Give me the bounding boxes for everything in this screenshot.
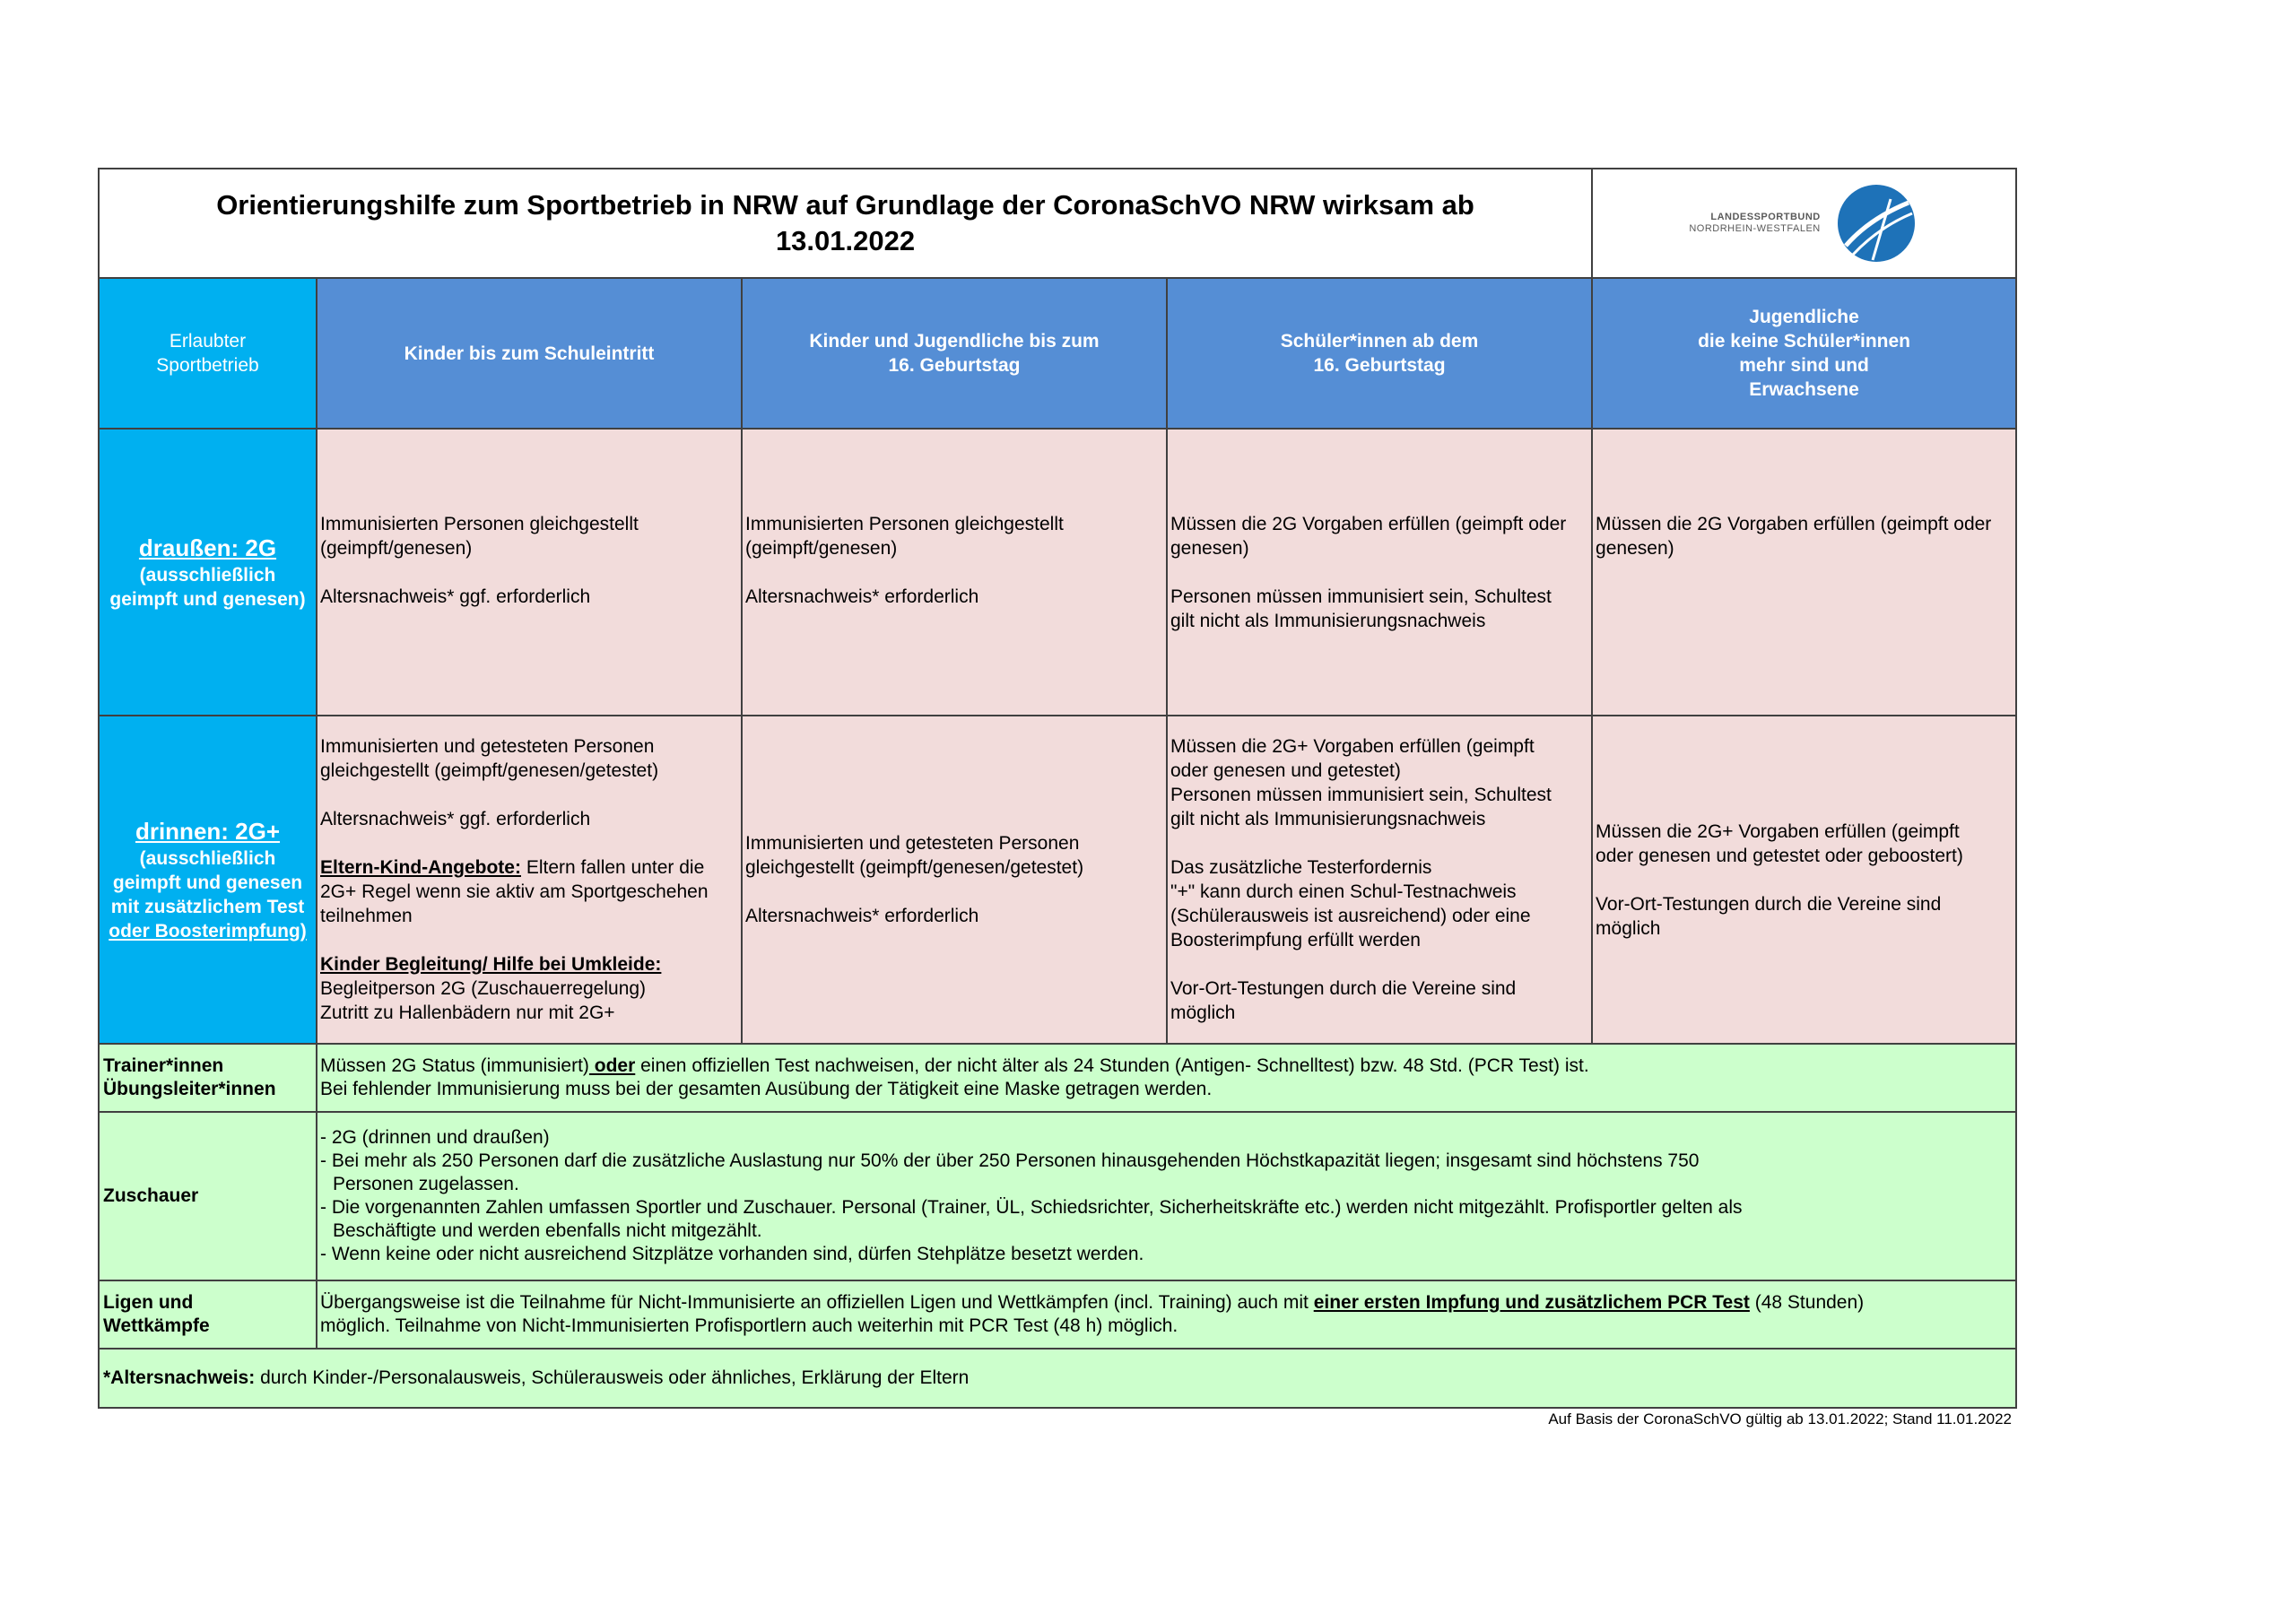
label-trainer-line2: Übungsleiter*innen bbox=[103, 1079, 276, 1099]
header-col4-line2: die keine Schüler*innen bbox=[1698, 331, 1910, 352]
text-line: genesen) bbox=[1596, 537, 1674, 559]
cell-drinnen-schueler bbox=[1167, 716, 1592, 1044]
text-line: Personen müssen immunisiert sein, Schultest bbox=[1170, 586, 1552, 607]
cell-draussen-schueler bbox=[1167, 429, 1592, 716]
text-line bbox=[320, 1055, 2013, 1078]
text-line: - Bei mehr als 250 Personen darf die zusätzliche Auslastung nur 50% der über 250 Personen hinausgehenden Höchstkapazität liegen; insgesamt sind höchstens 750 bbox=[320, 1150, 1700, 1171]
footnote-stand: Auf Basis der CoronaSchVO gültig ab 13.01.2022; Stand 11.01.2022 bbox=[1548, 1410, 2012, 1428]
regulation-table bbox=[98, 168, 2017, 1409]
text-line: (geimpft/genesen) bbox=[745, 537, 898, 559]
text-line: Zutritt zu Hallenbädern nur mit 2G+ bbox=[320, 1002, 615, 1023]
cell-altersnachweis-note bbox=[99, 1349, 2016, 1408]
header-erwachsene bbox=[1592, 278, 2016, 429]
label-draussen-line2: (ausschließlich bbox=[139, 565, 276, 586]
label-ligen-line1: Ligen und bbox=[103, 1292, 194, 1313]
header-col2-line2: 16. Geburtstag bbox=[888, 355, 1021, 376]
text-line: gilt nicht als Immunisierungsnachweis bbox=[1170, 610, 1486, 631]
cell-trainer-rules bbox=[317, 1044, 2016, 1112]
text-span: Eltern fallen unter die bbox=[520, 857, 705, 878]
text-line: gleichgestellt (geimpft/genesen/getestet) bbox=[745, 857, 1084, 878]
row-ligen bbox=[99, 1280, 2016, 1349]
header-col0-line1: Erlaubter bbox=[169, 331, 247, 352]
text-span: einen offiziellen Test nachweisen, der nicht älter als 24 Stunden (Antigen- Schnelltest) bzw. 48 Std. (PCR Test) ist. bbox=[635, 1055, 1589, 1076]
row-trainer bbox=[99, 1044, 2016, 1112]
text-line: möglich bbox=[1170, 1002, 1236, 1023]
text-line bbox=[320, 855, 738, 880]
header-erlaubter-sportbetrieb bbox=[99, 278, 317, 429]
text-line: Immunisierten und getesteten Personen bbox=[745, 833, 1080, 854]
logo-text-line-1: LANDESSPORTBUND bbox=[1710, 212, 1821, 222]
row-altersnachweis bbox=[99, 1349, 2016, 1408]
cell-drinnen-erwachsene bbox=[1592, 716, 2016, 1044]
text-line: (Schülerausweis ist ausreichend) oder eine bbox=[1170, 906, 1531, 926]
text-line: gilt nicht als Immunisierungsnachweis bbox=[1170, 809, 1486, 829]
text-line: Immunisierten Personen gleichgestellt bbox=[320, 513, 639, 534]
label-drinnen-2g-plus bbox=[99, 716, 317, 1044]
text-line: - Die vorgenannten Zahlen umfassen Sportler und Zuschauer. Personal (Trainer, ÜL, Schiedsrichter, Sicherheitskräfte etc.) werden nicht mitgezählt. Profisportler gelten als bbox=[320, 1197, 1743, 1218]
label-drinnen-line2: (ausschließlich bbox=[139, 848, 276, 869]
text-span: (48 Stunden) bbox=[1749, 1292, 1865, 1313]
logo-text bbox=[1689, 212, 1820, 235]
label-trainer-line1: Trainer*innen bbox=[103, 1055, 224, 1076]
text-line: teilnehmen bbox=[320, 906, 413, 926]
header-col4-line3: mehr sind und bbox=[1739, 355, 1869, 376]
header-kinder-jugendliche bbox=[742, 278, 1167, 429]
text-line: "+" kann durch einen Schul-Testnachweis bbox=[1170, 881, 1517, 902]
text-line: Personen zugelassen. bbox=[333, 1174, 519, 1194]
label-draussen-line3: geimpft und genesen) bbox=[109, 589, 306, 610]
text-line: Boosterimpfung erfüllt werden bbox=[1170, 930, 1421, 950]
text-line: Müssen die 2G Vorgaben erfüllen (geimpft oder bbox=[1596, 513, 1992, 534]
altersnachweis-heading: *Altersnachweis: bbox=[103, 1367, 256, 1388]
text-line: Altersnachweis* ggf. erforderlich bbox=[320, 586, 591, 607]
text-line: Immunisierten Personen gleichgestellt bbox=[745, 513, 1064, 534]
text-line: oder genesen und getestet oder geboostert) bbox=[1596, 845, 1963, 866]
row-drinnen bbox=[99, 716, 2016, 1044]
text-line: Begleitperson 2G (Zuschauerregelung) bbox=[320, 978, 647, 999]
cell-draussen-kinder-jugendliche bbox=[742, 429, 1167, 716]
label-draussen-2g bbox=[99, 429, 317, 716]
header-col3-line1: Schüler*innen ab dem bbox=[1280, 331, 1479, 352]
text-line: möglich bbox=[1596, 917, 1661, 939]
label-ligen-line2: Wettkämpfe bbox=[103, 1315, 210, 1336]
text-line: genesen) bbox=[1170, 537, 1249, 559]
label-drinnen-line3: geimpft und genesen bbox=[112, 872, 303, 893]
logo-emblem-icon bbox=[1833, 183, 1919, 264]
title-line-1: Orientierungshilfe zum Sportbetrieb in NRW auf Grundlage der CoronaSchVO NRW wirksam ab bbox=[216, 189, 1474, 221]
header-schueler-ab-16 bbox=[1167, 278, 1592, 429]
text-line: - Wenn keine oder nicht ausreichend Sitzplätze vorhanden sind, dürfen Stehplätze besetzt werden. bbox=[320, 1244, 1144, 1264]
erste-impfung-emphasis: einer ersten Impfung und zusätzlichem PCR Test bbox=[1313, 1292, 1750, 1313]
header-col1-text: Kinder bis zum Schuleintritt bbox=[404, 343, 655, 364]
label-trainer bbox=[99, 1044, 317, 1112]
text-line: Beschäftigte und werden ebenfalls nicht mitgezählt. bbox=[333, 1220, 762, 1241]
text-line: Altersnachweis* erforderlich bbox=[745, 906, 979, 926]
cell-ligen-rules bbox=[317, 1280, 2016, 1349]
logo-cell bbox=[1592, 169, 2016, 278]
label-drinnen-line4: mit zusätzlichem Test bbox=[110, 897, 305, 917]
eltern-kind-heading: Eltern-Kind-Angebote: bbox=[320, 857, 521, 878]
label-ligen bbox=[99, 1280, 317, 1349]
text-line bbox=[320, 1291, 2013, 1315]
text-line: Das zusätzliche Testerfordernis bbox=[1170, 857, 1432, 878]
label-draussen-main: draußen: 2G bbox=[138, 534, 277, 561]
text-span: durch Kinder-/Personalausweis, Schülerausweis oder ähnliches, Erklärung der Eltern bbox=[255, 1367, 970, 1388]
text-line: (geimpft/genesen) bbox=[320, 537, 473, 559]
title-line-2: 13.01.2022 bbox=[775, 225, 916, 256]
text-line: Altersnachweis* ggf. erforderlich bbox=[320, 809, 591, 829]
row-zuschauer bbox=[99, 1112, 2016, 1280]
text-line: Müssen die 2G+ Vorgaben erfüllen (geimpft bbox=[1596, 820, 1960, 842]
header-col3-line2: 16. Geburtstag bbox=[1313, 355, 1446, 376]
label-zuschauer-text: Zuschauer bbox=[103, 1185, 199, 1206]
label-drinnen-main: drinnen: 2G+ bbox=[135, 818, 281, 845]
header-col4-line1: Jugendliche bbox=[1749, 307, 1859, 327]
header-col4-line4: Erwachsene bbox=[1749, 379, 1859, 400]
text-line: - 2G (drinnen und draußen) bbox=[320, 1127, 550, 1148]
row-draussen bbox=[99, 429, 2016, 716]
text-line: Vor-Ort-Testungen durch die Vereine sind bbox=[1596, 893, 1942, 915]
header-col0-line2: Sportbetrieb bbox=[156, 355, 259, 376]
header-col2-line1: Kinder und Jugendliche bis zum bbox=[809, 331, 1100, 352]
text-line: Müssen die 2G+ Vorgaben erfüllen (geimpft bbox=[1170, 736, 1535, 757]
text-line: Bei fehlender Immunisierung muss bei der gesamten Ausübung der Tätigkeit eine Maske getragen werden. bbox=[320, 1079, 1213, 1099]
text-line: Vor-Ort-Testungen durch die Vereine sind bbox=[1170, 978, 1517, 999]
landessportbund-logo bbox=[1593, 183, 2015, 264]
text-line: Immunisierten und getesteten Personen bbox=[320, 736, 655, 757]
text-line: Personen müssen immunisiert sein, Schultest bbox=[1170, 785, 1552, 805]
cell-draussen-kinder-schuleintritt bbox=[317, 429, 742, 716]
oder-emphasis: oder bbox=[588, 1055, 636, 1076]
logo-text-line-2: NORDRHEIN-WESTFALEN bbox=[1689, 223, 1821, 234]
text-span: Müssen 2G Status (immunisiert) bbox=[320, 1055, 589, 1076]
text-span: Übergangsweise ist die Teilnahme für Nicht-Immunisierte an offiziellen Ligen und Wettkämpfen (incl. Training) auch mit bbox=[320, 1292, 1314, 1313]
kinder-begleitung-heading: Kinder Begleitung/ Hilfe bei Umkleide: bbox=[320, 954, 662, 975]
text-line: 2G+ Regel wenn sie aktiv am Sportgeschehen bbox=[320, 881, 709, 902]
text-line: Altersnachweis* erforderlich bbox=[745, 586, 979, 607]
text-line: Müssen die 2G Vorgaben erfüllen (geimpft oder bbox=[1170, 513, 1567, 534]
cell-drinnen-kinder-jugendliche bbox=[742, 716, 1167, 1044]
label-drinnen-line5: oder Boosterimpfung) bbox=[109, 921, 307, 942]
text-line: gleichgestellt (geimpft/genesen/getestet) bbox=[320, 760, 659, 781]
header-kinder-schuleintritt bbox=[317, 278, 742, 429]
cell-zuschauer-rules bbox=[317, 1112, 2016, 1280]
page-title bbox=[99, 169, 1592, 278]
cell-drinnen-kinder-schuleintritt bbox=[317, 716, 742, 1044]
text-line: möglich. Teilnahme von Nicht-Immunisierten Profisportlern auch weiterhin mit PCR Test (48 h) möglich. bbox=[320, 1315, 1178, 1336]
text-line: oder genesen und getestet) bbox=[1170, 760, 1401, 781]
title-row bbox=[99, 169, 2016, 278]
cell-draussen-erwachsene bbox=[1592, 429, 2016, 716]
header-row bbox=[99, 278, 2016, 429]
label-zuschauer bbox=[99, 1112, 317, 1280]
